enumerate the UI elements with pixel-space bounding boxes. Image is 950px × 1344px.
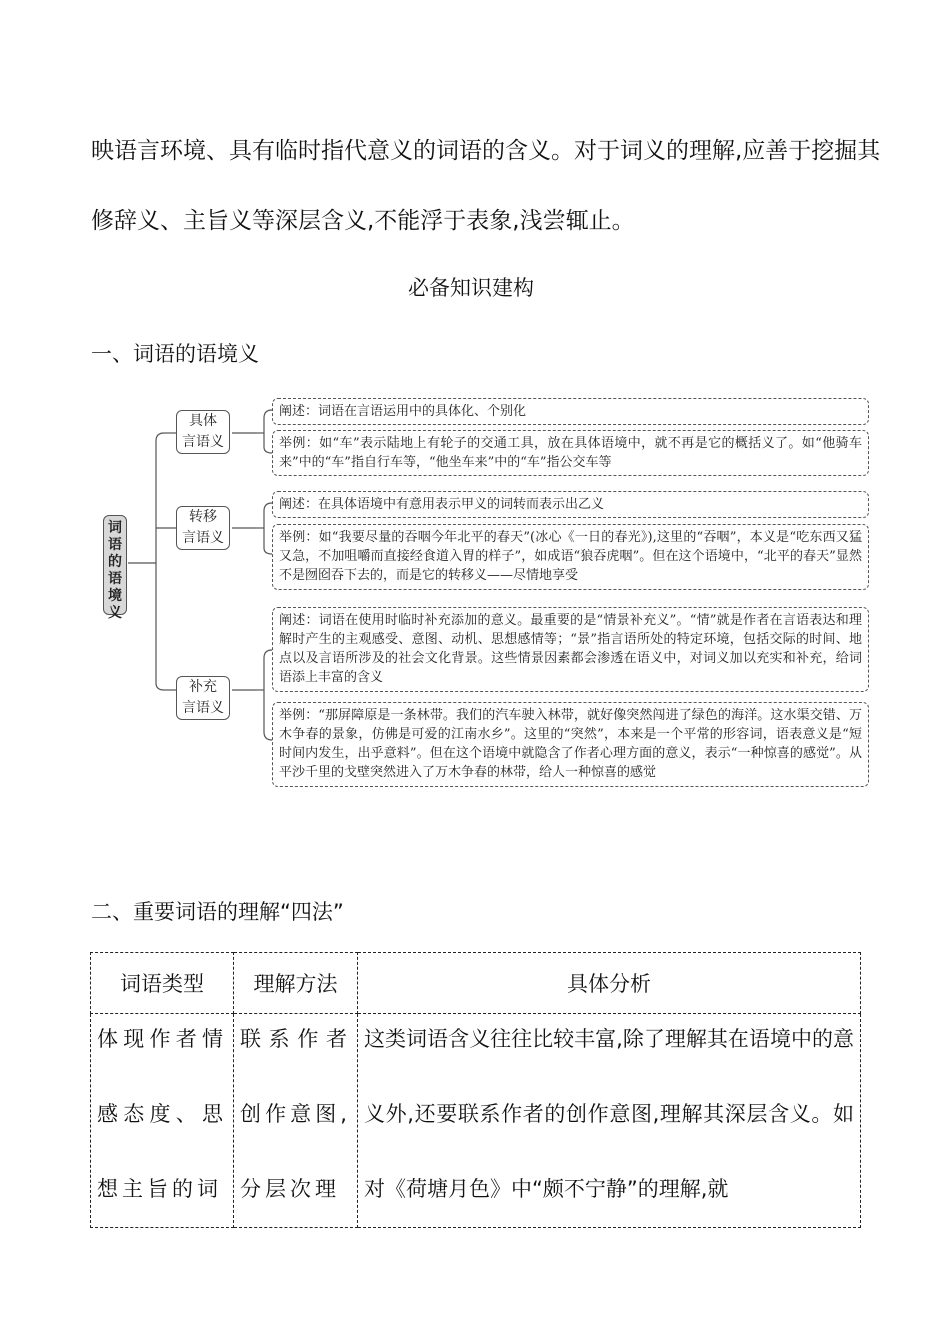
table-cell (234, 1014, 358, 1228)
root-char: 语 (108, 571, 122, 587)
category-label: 转移 (189, 509, 217, 525)
cell-text: 这类词语含义往往比较丰富,除了理解其在语境中的意义外,还要联系作者的创作意图,理解其深层含义。如对《荷塘月色》中“颇不宁静”的理解,就 (364, 1027, 854, 1201)
category-supplementary-meaning (176, 676, 230, 720)
table-header-cell: 词语类型 (91, 953, 234, 1014)
box-transferred-explanation: 阐述：在具体语境中有意用表示甲义的词转而表示出乙义 (272, 491, 869, 518)
box-concrete-explanation: 阐述：词语在言语运用中的具体化、个别化 (272, 398, 869, 425)
box-transferred-example: 举例：如“我要尽量的吞咽今年北平的春天”(冰心《一日的春光》),这里的“吞咽”，本义是“吃东西又猛又急，不加咀嚼而直接经食道入胃的样子”，如成语“狼吞虎咽”。但在这个语境中，“北平的春天”显然不是囫囵吞下去的，而是它的转移义——尽情地享受 (272, 524, 869, 590)
box-concrete-example: 举例：如“车”表示陆地上有轮子的交通工具，放在具体语境中，就不再是它的概括义了。如“他骑车来”中的“车”指自行车等，“他坐车来”中的“车”指公交车等 (272, 430, 869, 476)
table-header-cell: 理解方法 (234, 953, 358, 1014)
intro-line-1: 映语言环境、具有临时指代意义的词语的含义。对于词义的理解,应善于挖掘其 (91, 138, 881, 164)
part2-heading: 二、重要词语的理解“四法” (91, 900, 344, 924)
root-char: 的 (108, 554, 122, 570)
category-label: 补充 (189, 679, 217, 695)
root-char: 义 (108, 605, 122, 621)
methods-table (90, 952, 861, 1228)
box-supplementary-explanation: 阐述：词语在使用时临时补充添加的意义。最重要的是“情景补充义”。“情”就是作者在言语表达和理解时产生的主观感受、意图、动机、思想感情等；“景”指言语所处的特定环境，包括交际的时间、地点以及言语所涉及的社会文化背景。这些情景因素都会渗透在语义中，对词义加以充实和补充，给词语添上丰富的含义 (272, 607, 869, 692)
table-row (91, 1014, 861, 1228)
cell-text: 联系作者创作意图,分层次理 (240, 1027, 351, 1201)
intro-line-2: 修辞义、主旨义等深层含义,不能浮于表象,浅尝辄止。 (91, 208, 635, 234)
category-label: 言语义 (182, 700, 224, 716)
box-supplementary-example: 举例：“那屏障原是一条林带。我们的汽车驶入林带，就好像突然闯进了绿色的海洋。这水渠交错、万木争春的景象，仿佛是可爱的江南水乡”。这里的“突然”，本来是一个平常的形容词，语表意义是“短时间内发生，出乎意料”。但在这个语境中就隐含了作者心理方面的意义，表示“一种惊喜的感觉”。从平沙千里的戈壁突然进入了万木争春的林带，给人一种惊喜的感觉 (272, 702, 869, 787)
category-transferred-meaning (176, 506, 230, 550)
root-char: 境 (108, 588, 122, 604)
section-title: 必备知识建构 (408, 276, 534, 300)
category-label: 言语义 (182, 530, 224, 546)
table-header-cell: 具体分析 (358, 953, 861, 1014)
part1-heading: 一、词语的语境义 (91, 342, 259, 366)
root-char: 语 (108, 537, 122, 553)
root-char: 词 (108, 520, 122, 536)
table-cell (91, 1014, 234, 1228)
mindmap-root (103, 515, 127, 621)
category-label: 具体 (189, 413, 217, 429)
category-concrete-meaning (176, 410, 230, 454)
cell-text: 体现作者情感态度、思想主旨的词 (97, 1027, 227, 1201)
table-cell (358, 1014, 861, 1228)
category-label: 言语义 (182, 434, 224, 450)
